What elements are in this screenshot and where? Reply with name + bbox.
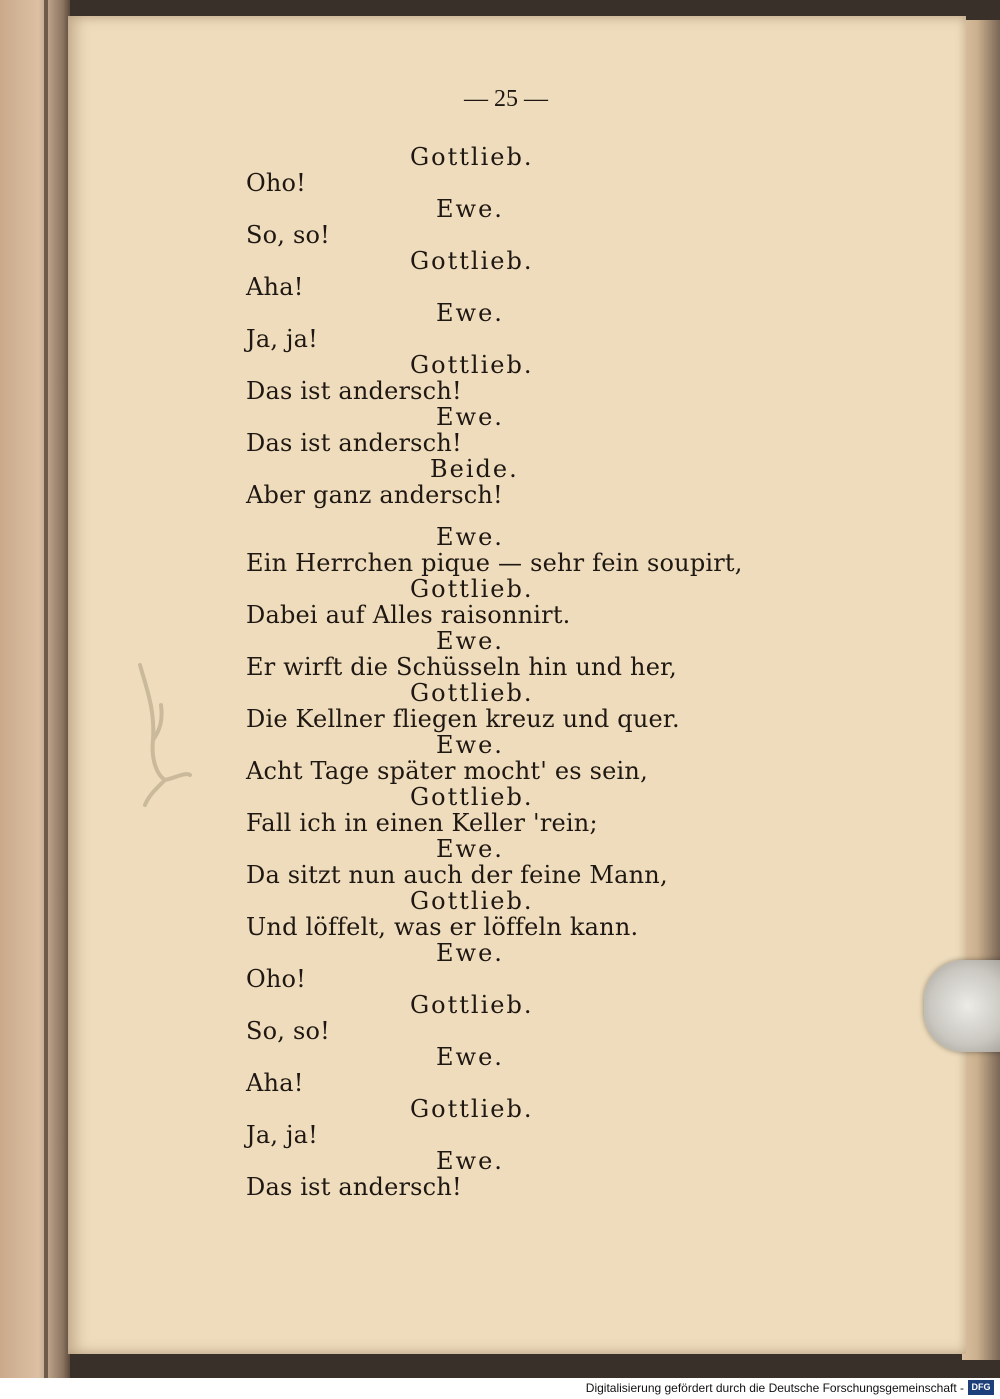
verse-line: Aha! — [246, 273, 304, 301]
speaker-name: Ewe. — [436, 403, 504, 431]
speaker-name: Gottlieb. — [410, 247, 534, 275]
verse-line: Aber ganz andersch! — [246, 481, 503, 509]
verse-line: Das ist andersch! — [246, 377, 462, 405]
verse-line: Acht Tage später mocht' es sein, — [246, 757, 648, 785]
speaker-name: Ewe. — [436, 299, 504, 327]
speaker-name: Ewe. — [436, 195, 504, 223]
verse-line: So, so! — [246, 221, 330, 249]
page-number: — 25 — — [464, 86, 548, 112]
right-page-edge — [962, 20, 1000, 1360]
dfg-logo: DFG — [968, 1380, 994, 1395]
speaker-name: Gottlieb. — [410, 887, 534, 915]
scan-holder-clip — [924, 960, 1000, 1052]
left-book-cover — [0, 0, 70, 1385]
speaker-name: Gottlieb. — [410, 143, 534, 171]
speaker-name: Gottlieb. — [410, 351, 534, 379]
speaker-name: Beide. — [430, 455, 519, 483]
verse-line: Ja, ja! — [246, 325, 318, 353]
speaker-name: Ewe. — [436, 1147, 504, 1175]
speaker-name: Gottlieb. — [410, 575, 534, 603]
speaker-name: Ewe. — [436, 627, 504, 655]
speaker-name: Ewe. — [436, 835, 504, 863]
verse-line: Er wirft die Schüsseln hin und her, — [246, 653, 677, 681]
verse-line: Das ist andersch! — [246, 429, 462, 457]
verse-line: Ja, ja! — [246, 1121, 318, 1149]
speaker-name: Gottlieb. — [410, 1095, 534, 1123]
verse-line: Oho! — [246, 965, 307, 993]
verse-line: Das ist andersch! — [246, 1173, 462, 1201]
speaker-name: Ewe. — [436, 731, 504, 759]
paper-fibre-mark — [135, 660, 195, 810]
verse-line: Die Kellner fliegen kreuz und quer. — [246, 705, 680, 733]
speaker-name: Ewe. — [436, 1043, 504, 1071]
speaker-name: Gottlieb. — [410, 783, 534, 811]
verse-line: Fall ich in einen Keller 'rein; — [246, 809, 598, 837]
verse-line: Ein Herrchen pique — sehr fein soupirt, — [246, 549, 743, 577]
speaker-name: Ewe. — [436, 523, 504, 551]
verse-line: Aha! — [246, 1069, 304, 1097]
verse-line: Dabei auf Alles raisonnirt. — [246, 601, 571, 629]
cover-spine-edge — [44, 0, 48, 1385]
verse-line: Oho! — [246, 169, 307, 197]
verse-line: So, so! — [246, 1017, 330, 1045]
speaker-name: Gottlieb. — [410, 679, 534, 707]
speaker-name: Gottlieb. — [410, 991, 534, 1019]
speaker-name: Ewe. — [436, 939, 504, 967]
verse-line: Da sitzt nun auch der feine Mann, — [246, 861, 668, 889]
digitization-credit: Digitalisierung gefördert durch die Deutsche Forschungsgemeinschaft - — [585, 1381, 964, 1395]
verse-line: Und löffelt, was er löffeln kann. — [246, 913, 639, 941]
